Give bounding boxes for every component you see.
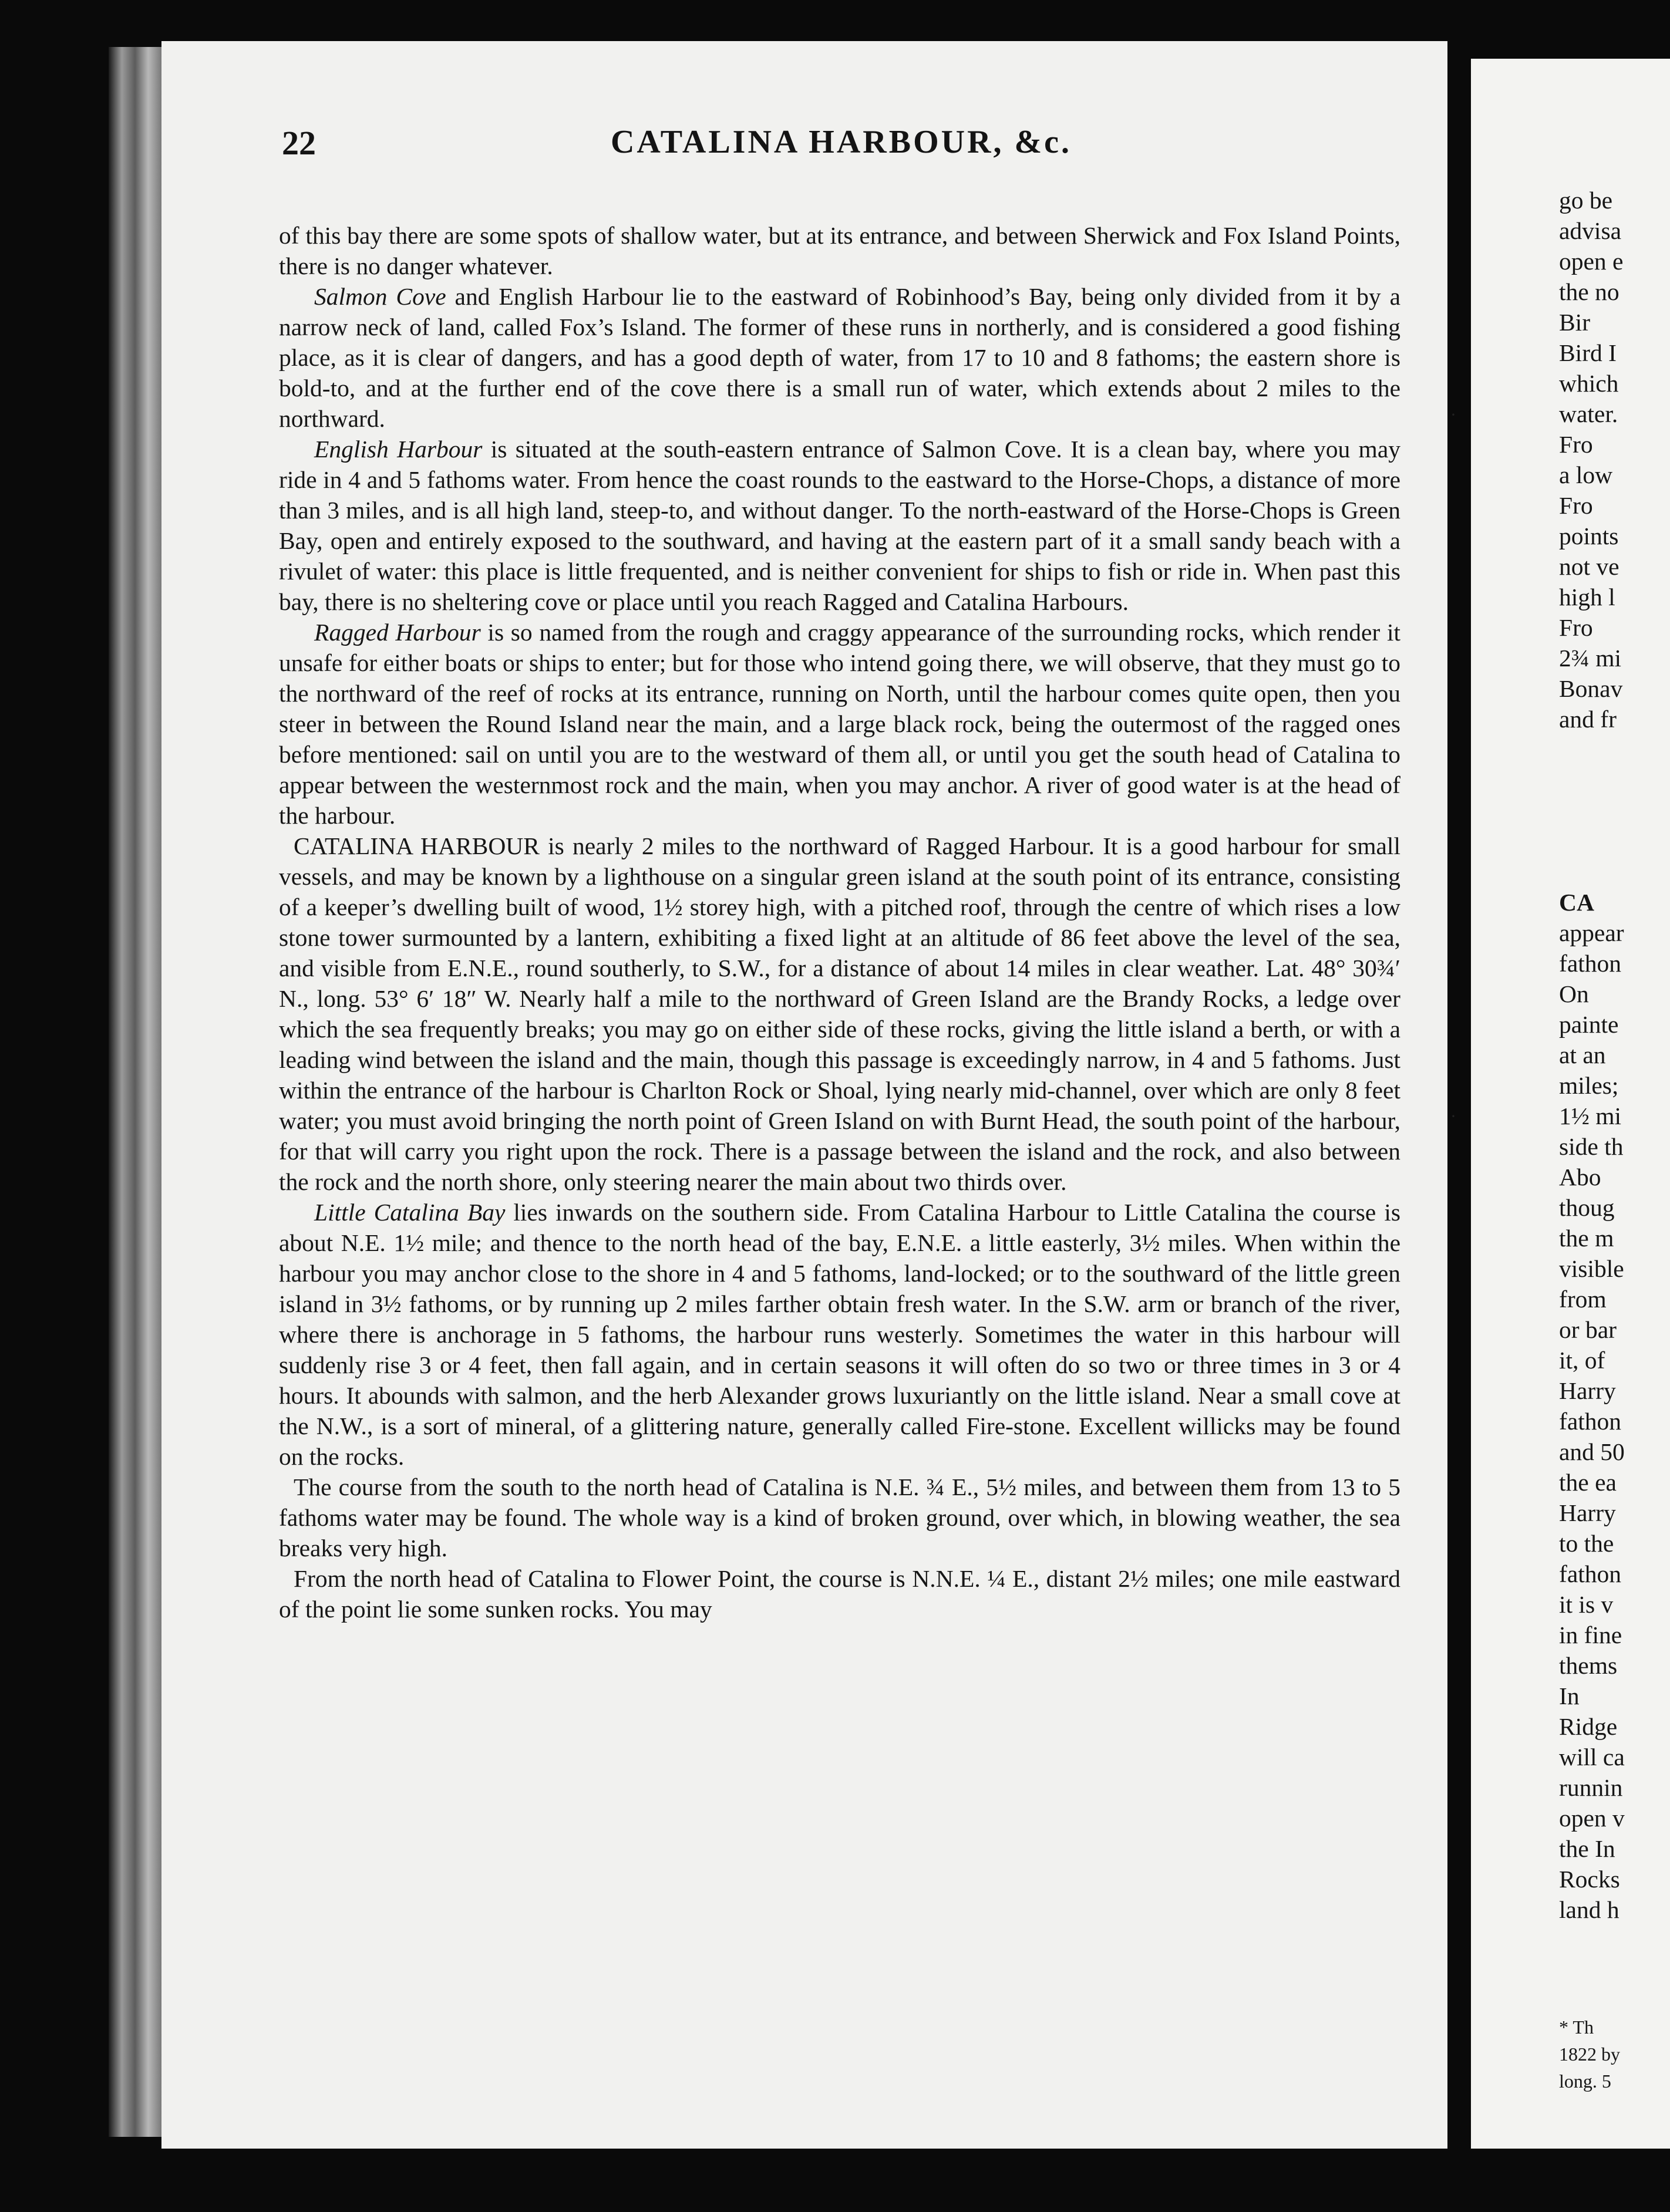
facing-page-line: it is v <box>1559 1591 1614 1618</box>
paragraph <box>279 617 1400 831</box>
facing-page-line: appear <box>1559 919 1624 946</box>
facing-page-footnote-line: long. 5 <box>1559 2071 1611 2092</box>
facing-page-footnote-line: 1822 by <box>1559 2044 1620 2065</box>
paragraph <box>279 1563 1400 1624</box>
facing-page-line: to the <box>1559 1530 1614 1557</box>
facing-page-line: In <box>1559 1682 1580 1709</box>
facing-page-line: the m <box>1559 1225 1614 1252</box>
facing-page-line: miles; <box>1559 1072 1619 1099</box>
facing-page-line: which <box>1559 370 1619 397</box>
paragraph <box>279 1197 1400 1472</box>
facing-page-line: Harry <box>1559 1377 1616 1404</box>
facing-page-line: a low <box>1559 461 1613 488</box>
facing-page-line: CA <box>1559 889 1594 916</box>
facing-page-line: in fine <box>1559 1621 1622 1648</box>
paragraph <box>279 1472 1400 1563</box>
margin-tick-mark: · <box>1450 1107 1456 1126</box>
facing-page-line: and 50 <box>1559 1438 1625 1465</box>
paragraph <box>279 434 1400 617</box>
paragraph <box>279 831 1400 1197</box>
facing-page-line: Abo <box>1559 1164 1601 1191</box>
facing-page-footnote-line: * Th <box>1559 2017 1594 2038</box>
facing-page-line: or bar <box>1559 1316 1617 1343</box>
facing-page-line: runnin <box>1559 1774 1623 1801</box>
facing-page-line <box>1559 795 1670 826</box>
facing-page-line: not ve <box>1559 553 1620 580</box>
paragraph-text: The course from the south to the north head of Catalina is N.E. ¾ E., 5½ miles, and between them from 13 to 5 fathoms water may be found. The whole way is a kind of broken ground, over which, in blowing weather, the sea breaks very high. <box>279 1473 1400 1562</box>
facing-page-line: at an <box>1559 1041 1606 1068</box>
facing-page-line: side th <box>1559 1133 1624 1160</box>
facing-page-line <box>1559 826 1670 857</box>
paragraph-text: CATALINA HARBOUR is nearly 2 miles to the northward of Ragged Harbour. It is a good harbour for small vessels, and may be known by a lighthouse on a singular green island at the south point of its entrance, consisting of a keeper’s dwelling built of wood, 1½ storey high, with a pitched roof, through the centre of which rises a low stone tower surmounted by a lantern, exhibiting a fixed light at an altitude of 86 feet above the level of the sea, and visible from E.N.E., round southerly, to S.W., for a distance of about 14 miles in clear weather. Lat. 48° 30¾′ N., long. 53° 6′ 18″ W. Nearly half a mile to the northward of Green Island are the Brandy Rocks, a ledge over which the sea frequently breaks; you may go on either side of these rocks, giving the little island a berth, or with a leading wind between the island and the main, though this passage is exceedingly narrow, in 4 and 5 fathoms. Just within the entrance of the harbour is Charlton Rock or Shoal, lying nearly mid-channel, over which are only 8 feet water; you must avoid bringing the north point of Green Island on with Burnt Head, the south point of the harbour, for that will carry you right upon the rock. There is a passage between the island and the rock, and also between the rock and the north shore, only steering nearer the main about two thirds over. <box>279 832 1400 1195</box>
paragraph-text: is situated at the south-eastern entrance of Salmon Cove. It is a clean bay, where you may ride in 4 and 5 fathoms water. From hence the coast rounds to the eastward to the Horse-Chops, a distance of more than 3 miles, and is all high land, steep-to, and without danger. To the north-eastward of the Horse-Chops is Green Bay, open and entirely exposed to the southward, and having at the eastern part of it a small sandy beach with a rivulet of water: this place is little frequented, and is neither convenient for ships to fish or ride in. When past this bay, there is no sheltering cove or place until you reach Ragged and Catalina Harbours. <box>279 436 1400 615</box>
page-number: 22 <box>282 124 316 162</box>
facing-page-line: Rocks <box>1559 1866 1620 1893</box>
facing-page-line: 2¾ mi <box>1559 645 1622 672</box>
page-header <box>282 123 1400 176</box>
facing-page-line: high l <box>1559 584 1615 611</box>
facing-page-line: thoug <box>1559 1194 1615 1221</box>
paragraph-text: lies inwards on the southern side. From Catalina Harbour to Little Catalina the course is about N.E. 1½ mile; and thence to the north head of the bay, E.N.E. a little easterly, 3½ miles. When within the harbour you may anchor close to the shore in 4 and 5 fathoms, land-locked; or to the southward of the little green island in 3½ fathoms, or by running up 2 miles farther obtain fresh water. In the S.W. arm or branch of the river, where there is anchorage in 5 fathoms, the harbour runs westerly. Sometimes the water in this harbour will suddenly rise 3 or 4 feet, then fall again, and in certain seasons it will often do so two or three times in 3 or 4 hours. It abounds with salmon, and the herb Alexander grows luxuriantly on the little island. Near a small cove at the N.W., is a sort of mineral, of a glittering nature, generally called Fire-stone. Excellent willicks may be found on the rocks. <box>279 1199 1400 1470</box>
body-text <box>279 220 1400 1624</box>
left-page <box>161 41 1447 2149</box>
margin-tick-mark: · <box>1450 405 1456 424</box>
facing-page-line: Bonav <box>1559 675 1623 702</box>
paragraph <box>279 220 1400 281</box>
facing-page-line: the In <box>1559 1835 1615 1862</box>
facing-page-footnote <box>1559 2014 1670 2095</box>
paragraph-lead: Little Catalina Bay <box>314 1199 506 1226</box>
facing-page-line: it, of <box>1559 1347 1605 1374</box>
book-spine <box>109 47 161 2137</box>
facing-page-edge <box>1471 59 1670 2149</box>
paragraph-text: From the north head of Catalina to Flower Point, the course is N.N.E. ¼ E., distant 2½ miles; one mile eastward of the point lie some sunken rocks. You may <box>279 1565 1400 1623</box>
facing-page-line: visible <box>1559 1255 1624 1282</box>
facing-page-line: Bird I <box>1559 339 1617 366</box>
facing-page-line: the ea <box>1559 1469 1617 1496</box>
facing-page-line: advisa <box>1559 217 1622 244</box>
facing-page-line: thems <box>1559 1652 1618 1679</box>
paragraph <box>279 281 1400 434</box>
facing-page-text <box>1559 185 1670 1925</box>
facing-page-line: open v <box>1559 1805 1625 1832</box>
facing-page-line: fathon <box>1559 1560 1622 1587</box>
facing-page-line: go be <box>1559 187 1613 214</box>
facing-page-line <box>1559 734 1670 765</box>
facing-page-line: Fro <box>1559 431 1593 458</box>
paragraph-text: is so named from the rough and craggy appearance of the surrounding rocks, which render it unsafe for either boats or ships to enter; but for those who intend going there, we will observe, that they must go to the northward of the reef of rocks at its entrance, running on North, until the harbour comes quite open, then you steer in between the Round Island near the main, and a large black rock, being the outermost of the ragged ones before mentioned: sail on until you are to the westward of them all, or until you get the south head of Catalina to appear between the westernmost rock and the main, when you may anchor. A river of good water is at the head of the harbour. <box>279 619 1400 829</box>
facing-page-line: open e <box>1559 248 1624 275</box>
facing-page-line: On <box>1559 980 1589 1007</box>
facing-page-line: and fr <box>1559 706 1617 733</box>
paragraph-lead: English Harbour <box>314 436 483 463</box>
facing-page-line: fathon <box>1559 1408 1622 1435</box>
facing-page-line: painte <box>1559 1011 1619 1038</box>
facing-page-line: Fro <box>1559 614 1593 641</box>
paragraph-lead: Ragged Harbour <box>314 619 481 646</box>
facing-page-line: points <box>1559 522 1619 549</box>
facing-page-line: water. <box>1559 400 1618 427</box>
facing-page-line: fathon <box>1559 950 1622 977</box>
facing-page-line: Ridge <box>1559 1713 1618 1740</box>
facing-page-line: Harry <box>1559 1499 1616 1526</box>
facing-page-line <box>1559 857 1670 887</box>
running-title: CATALINA HARBOUR, &c. <box>610 124 1072 160</box>
facing-page-line: the no <box>1559 278 1620 305</box>
facing-page-line: Bir <box>1559 309 1591 336</box>
facing-page-line: land h <box>1559 1896 1620 1923</box>
facing-page-line: 1½ mi <box>1559 1102 1622 1129</box>
paragraph-text: of this bay there are some spots of shallow water, but at its entrance, and between Sherwick and Fox Island Points, there is no danger whatever. <box>279 222 1400 279</box>
paragraph-lead: Salmon Cove <box>314 283 446 310</box>
facing-page-line: will ca <box>1559 1744 1625 1771</box>
facing-page-line: from <box>1559 1286 1607 1313</box>
facing-page-line: Fro <box>1559 492 1593 519</box>
paragraph-text: and English Harbour lie to the eastward of Robinhood’s Bay, being only divided from it by a narrow neck of land, called Fox’s Island. The former of these runs in northerly, and is considered a good fishing place, as it is clear of dangers, and has a good depth of water, from 17 to 10 and 8 fathoms; the eastern shore is bold-to, and at the further end of the cove there is a small run of water, which extends about 2 miles to the northward. <box>279 283 1400 432</box>
facing-page-line <box>1559 765 1670 795</box>
